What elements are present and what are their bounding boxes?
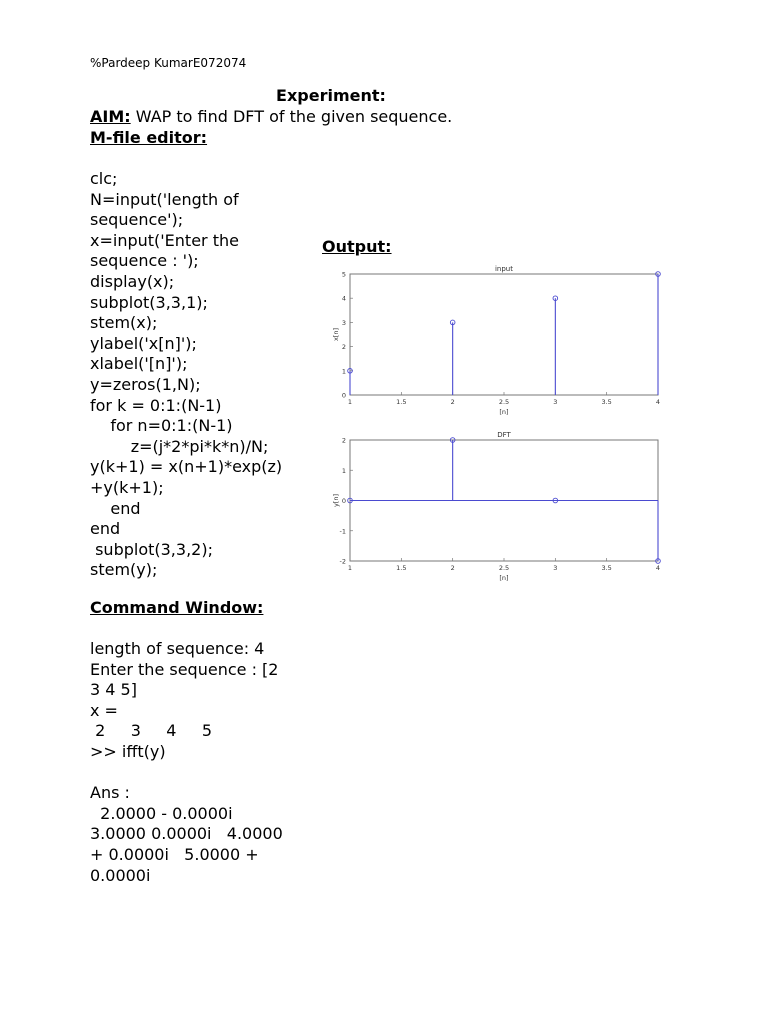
aim-label: AIM:: [90, 107, 131, 126]
code-line: sequence : ');: [90, 251, 199, 271]
code-line: subplot(3,3,1);: [90, 292, 208, 312]
code-line: sequence');: [90, 210, 184, 230]
command-line: 0.0000i: [90, 865, 151, 885]
x-axis-label: [n]: [499, 408, 509, 416]
code-line: y(k+1) = x(n+1)*exp(z): [90, 457, 283, 477]
y-tick-label: 2: [341, 343, 346, 352]
code-line: subplot(3,3,2);: [90, 539, 213, 559]
output-label: Output:: [322, 237, 392, 256]
x-tick-label: 2.5: [498, 398, 510, 406]
plot-title: DFT: [497, 431, 511, 439]
y-tick-label: -1: [339, 527, 346, 536]
y-tick-label: 1: [341, 466, 346, 475]
aim-line: [90, 107, 452, 126]
y-axis-label: x[n]: [332, 327, 340, 342]
x-tick-label: 1: [347, 564, 353, 572]
command-line: [90, 763, 320, 784]
x-tick-label: 2.5: [498, 564, 510, 572]
code-line: xlabel('[n]');: [90, 354, 188, 374]
x-tick-label: 4: [655, 564, 661, 572]
code-line: x=input('Enter the: [90, 230, 239, 250]
code-line: y=zeros(1,N);: [90, 374, 201, 394]
code-line: ylabel('x[n]');: [90, 333, 197, 353]
aim-text: WAP to find DFT of the given sequence.: [130, 107, 453, 126]
x-tick-label: 3: [553, 398, 558, 406]
x-tick-label: 3.5: [601, 564, 612, 572]
document-header: %Pardeep KumarE072074: [90, 56, 247, 70]
command-line: Ans :: [90, 783, 130, 803]
x-tick-label: 1.5: [396, 398, 407, 406]
y-axis-label: y[n]: [332, 493, 340, 508]
plot-title: input: [494, 265, 514, 273]
x-tick-label: 2: [450, 564, 455, 572]
input-stem-plot: [318, 262, 668, 422]
y-tick-label: -2: [339, 557, 346, 566]
code-line: clc;: [90, 169, 118, 188]
x-axis-label: [n]: [499, 574, 509, 582]
x-tick-label: 3.5: [601, 398, 612, 406]
x-tick-label: 2: [450, 398, 455, 406]
code-line: stem(y);: [90, 560, 158, 580]
code-line: display(x);: [90, 271, 175, 291]
command-line: x =: [90, 700, 118, 720]
code-line: for k = 0:1:(N-1): [90, 395, 222, 415]
y-tick-label: 2: [341, 436, 346, 445]
command-window-heading: Command Window:: [90, 598, 264, 617]
command-line: 3.0000 0.0000i 4.0000: [90, 824, 283, 844]
code-line: end: [90, 498, 141, 518]
command-line: 2 3 4 5: [90, 721, 213, 741]
y-tick-label: 1: [341, 367, 346, 376]
code-line: end: [90, 519, 121, 539]
command-line: Enter the sequence : [2: [90, 659, 279, 679]
experiment-title: Experiment:: [276, 86, 386, 105]
code-line: +y(k+1);: [90, 477, 164, 497]
code-line: for n=0:1:(N-1): [90, 416, 233, 436]
command-line: 3 4 5]: [90, 680, 137, 700]
code-listing: [90, 169, 320, 581]
code-line: z=(j*2*pi*k*n)/N;: [90, 436, 269, 456]
command-line: 2.0000 - 0.0000i: [90, 803, 233, 823]
command-line: + 0.0000i 5.0000 +: [90, 844, 259, 864]
y-tick-label: 5: [341, 270, 346, 279]
x-tick-label: 1.5: [396, 564, 407, 572]
y-tick-label: 0: [341, 391, 346, 400]
command-line: length of sequence: 4: [90, 639, 265, 658]
y-tick-label: 0: [341, 497, 346, 505]
x-tick-label: 3: [553, 564, 558, 572]
dft-stem-plot: [318, 428, 668, 590]
plot-frame: [350, 274, 658, 395]
x-tick-label: 1: [347, 398, 353, 406]
x-tick-label: 4: [655, 398, 661, 406]
y-tick-label: 4: [341, 294, 346, 303]
code-line: N=input('length of: [90, 189, 239, 209]
command-line: >> ifft(y): [90, 741, 166, 761]
y-tick-label: 3: [341, 318, 346, 327]
code-line: stem(x);: [90, 313, 158, 333]
command-window-output: [90, 639, 320, 886]
mfile-heading: M-file editor:: [90, 128, 208, 147]
